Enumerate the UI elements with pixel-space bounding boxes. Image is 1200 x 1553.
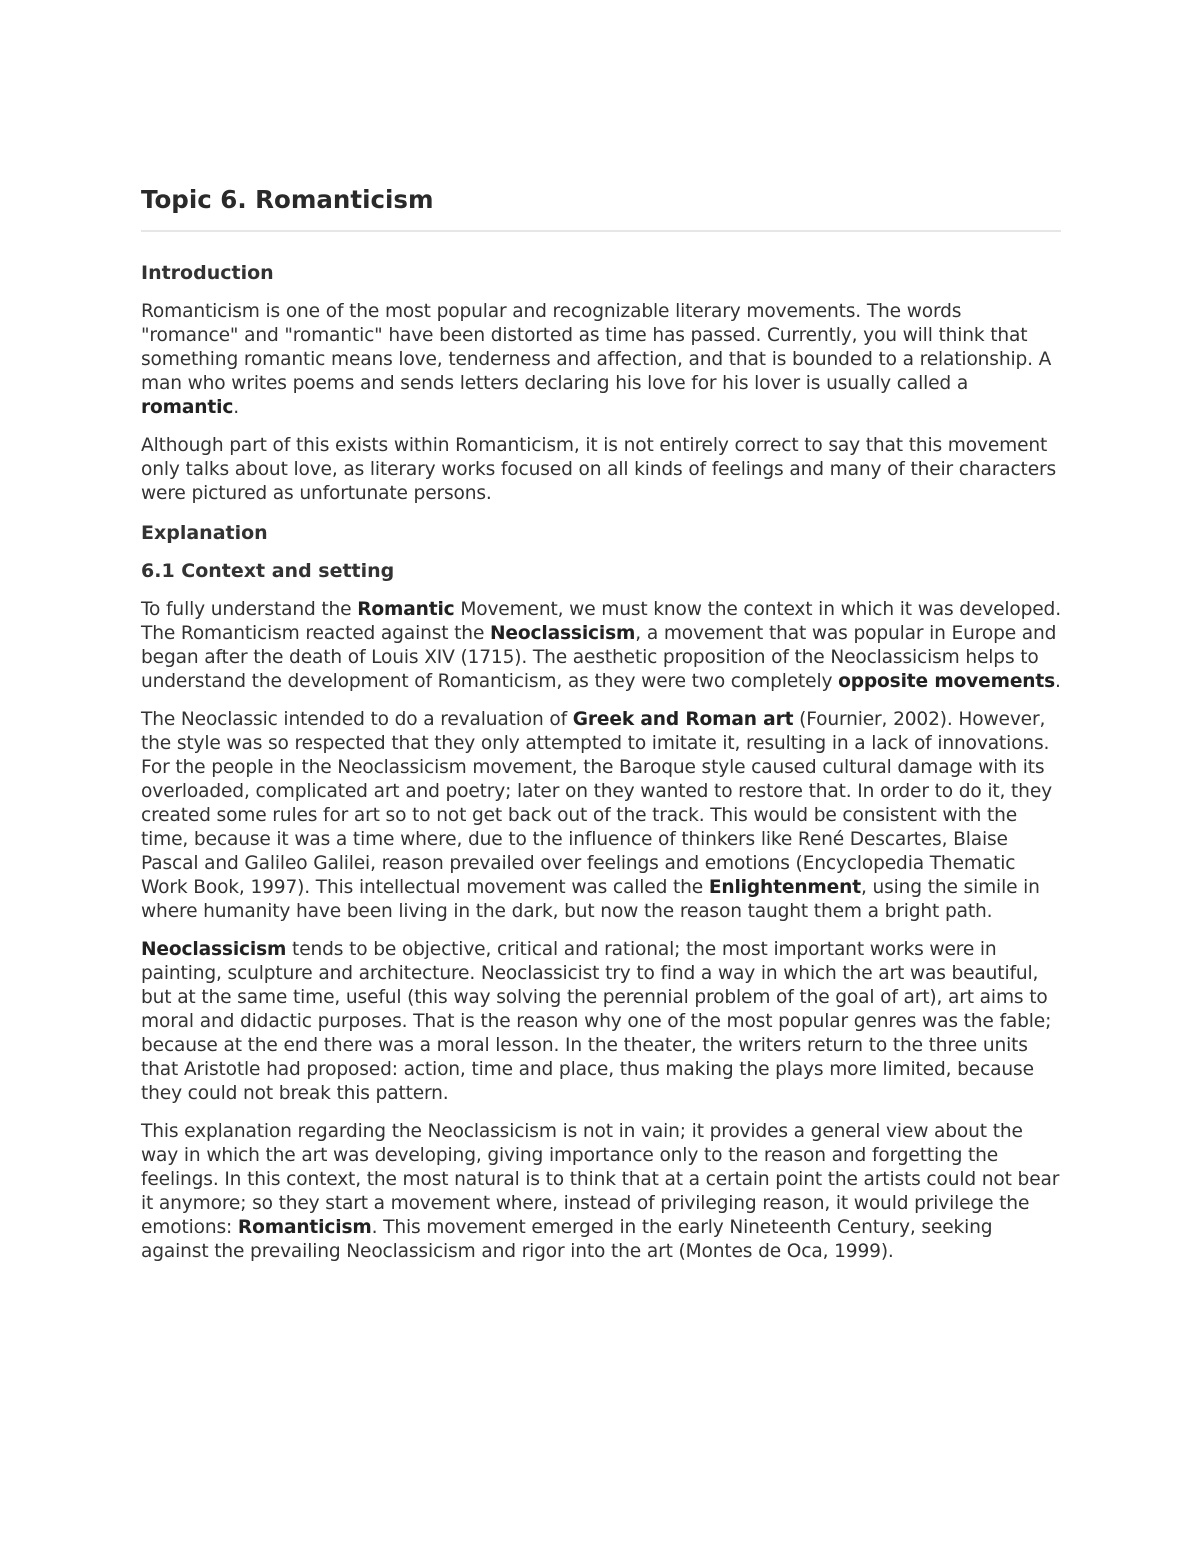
text-run: To fully understand the: [141, 599, 358, 620]
context-paragraph-3: [141, 938, 1061, 1106]
bold-term-enlightenment: Enlightenment: [708, 877, 861, 898]
text-run: . This movement emerged in the early Nineteenth Century, seeking against the prevailing Neoclassicism and rigor into the art (Montes de Oca, 1999).: [141, 1217, 993, 1262]
text-run: .: [233, 397, 239, 418]
document-page: [141, 182, 1061, 1278]
bold-term-romanticism: Romanticism: [237, 1217, 372, 1238]
explanation-heading: Explanation: [141, 522, 268, 544]
bold-term-romantic: romantic: [141, 397, 234, 418]
text-run: Romanticism is one of the most popular and recognizable literary movements. The words "romance" and "romantic" have been distorted as time has passed. Currently, you will think that something romantic means love, tenderness and affection, and that is bounded to a relationship. A man who writes poems and sends letters declaring his love for his lover is usually called a: [141, 301, 1052, 394]
text-run: , using the simile in where humanity have been living in the dark, but now the reason taught them a bright path.: [141, 877, 1040, 922]
page-title: Topic 6. Romanticism: [141, 182, 1061, 232]
context-paragraph-1: [141, 598, 1061, 694]
text-run: The Neoclassic intended to do a revaluation of: [141, 709, 573, 730]
bold-term-neoclassicism: Neoclassicism: [141, 939, 287, 960]
introduction-paragraph-1: [141, 300, 1061, 420]
text-run: This explanation regarding the Neoclassicism is not in vain; it provides a general view about the way in which the art was developing, giving importance only to the reason and forgetting the feelings. In this context, the most natural is to think that at a certain point the artists could not bear it anymore; so they start a movement where, instead of privileging reason, it would privilege the emotions:: [141, 1121, 1060, 1238]
context-paragraph-2: [141, 708, 1061, 924]
text-run: tends to be objective, critical and rational; the most important works were in painting, sculpture and architecture. Neoclassicist try to find a way in which the art was beautiful, but at the same time, useful (this way solving the perennial problem of the goal of art), art aims to moral and didactic purposes. That is the reason why one of the most popular genres was the fable; because at the end there was a moral lesson. In the theater, the writers return to the three units that Aristotle had proposed: action, time and place, thus making the plays more limited, because they could not break this pattern.: [141, 939, 1052, 1104]
bold-term-greek-roman-art: Greek and Roman art: [572, 709, 794, 730]
bold-term-neoclassicism: Neoclassicism: [490, 623, 636, 644]
bold-term-romantic: Romantic: [357, 599, 455, 620]
text-run: .: [1055, 671, 1061, 692]
introduction-heading: Introduction: [141, 262, 274, 284]
section-heading-context-setting: 6.1 Context and setting: [141, 560, 395, 582]
bold-term-opposite-movements: opposite movements: [838, 671, 1056, 692]
text-run: (Fournier, 2002). However, the style was so respected that they only attempted to imitate it, resulting in a lack of innovations. For the people in the Neoclassicism movement, the Baroque style caused cultural damage with its overloaded, complicated art and poetry; later on they wanted to restore that. In order to do it, they created some rules for art so to not get back out of the track. This would be consistent with the time, because it was a time where, due to the influence of thinkers like René Descartes, Blaise Pascal and Galileo Galilei, reason prevailed over feelings and emotions (Encyclopedia Thematic Work Book, 1997). This intellectual movement was called the: [141, 709, 1052, 898]
context-paragraph-4: [141, 1120, 1061, 1264]
text-run: , a movement that was popular in Europe and began after the death of Louis XIV (1715). The aesthetic proposition of the Neoclassicism helps to understand the development of Romanticism, as they were two completely: [141, 623, 1057, 692]
introduction-paragraph-2: Although part of this exists within Romanticism, it is not entirely correct to say that this movement only talks about love, as literary works focused on all kinds of feelings and many of their characters were pictured as unfortunate persons.: [141, 435, 1057, 504]
text-run: Movement, we must know the context in which it was developed. The Romanticism reacted against the: [141, 599, 1061, 644]
